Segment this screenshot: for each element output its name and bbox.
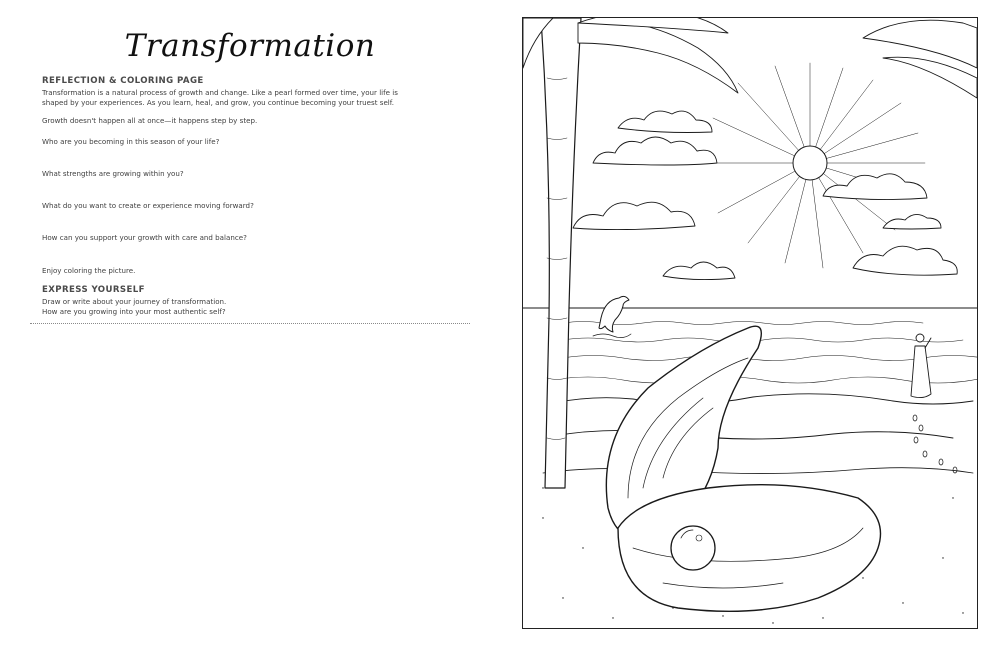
question-1: Who are you becoming in this season of your life?: [42, 137, 220, 146]
palm-trunk: [541, 18, 581, 488]
intro-line-2: shaped by your experiences. As you learn, heal, and grow, you continue becoming your truest self.: [42, 98, 395, 107]
sea-waves: [543, 322, 977, 474]
question-4: How can you support your growth with care and balance?: [42, 233, 247, 242]
footprints: [913, 415, 957, 473]
dolphin: [599, 296, 629, 332]
question-3: What do you want to create or experience moving forward?: [42, 201, 254, 210]
pearl: [671, 526, 715, 570]
page-title: Transformation: [124, 28, 376, 64]
coloring-illustration: [522, 17, 978, 629]
intro-line-1: Transformation is a natural process of growth and change. Like a pearl formed over time, your life is: [42, 88, 398, 97]
reflection-heading: REFLECTION & COLORING PAGE: [42, 76, 204, 86]
sun: [793, 146, 827, 180]
beach-oyster-drawing: [523, 18, 977, 628]
divider: [30, 323, 470, 324]
enjoy-note: Enjoy coloring the picture.: [42, 266, 136, 275]
growth-note: Growth doesn't happen all at once—it happens step by step.: [42, 116, 258, 125]
express-line-1: Draw or write about your journey of transformation.: [42, 297, 227, 306]
question-2: What strengths are growing within you?: [42, 169, 184, 178]
clouds: [573, 111, 957, 280]
shell-bottom: [618, 485, 881, 612]
express-line-2: How are you growing into your most authentic self?: [42, 307, 226, 316]
woman-figure: [911, 334, 931, 398]
palm-fronds: [523, 18, 977, 98]
express-heading: EXPRESS YOURSELF: [42, 285, 145, 295]
